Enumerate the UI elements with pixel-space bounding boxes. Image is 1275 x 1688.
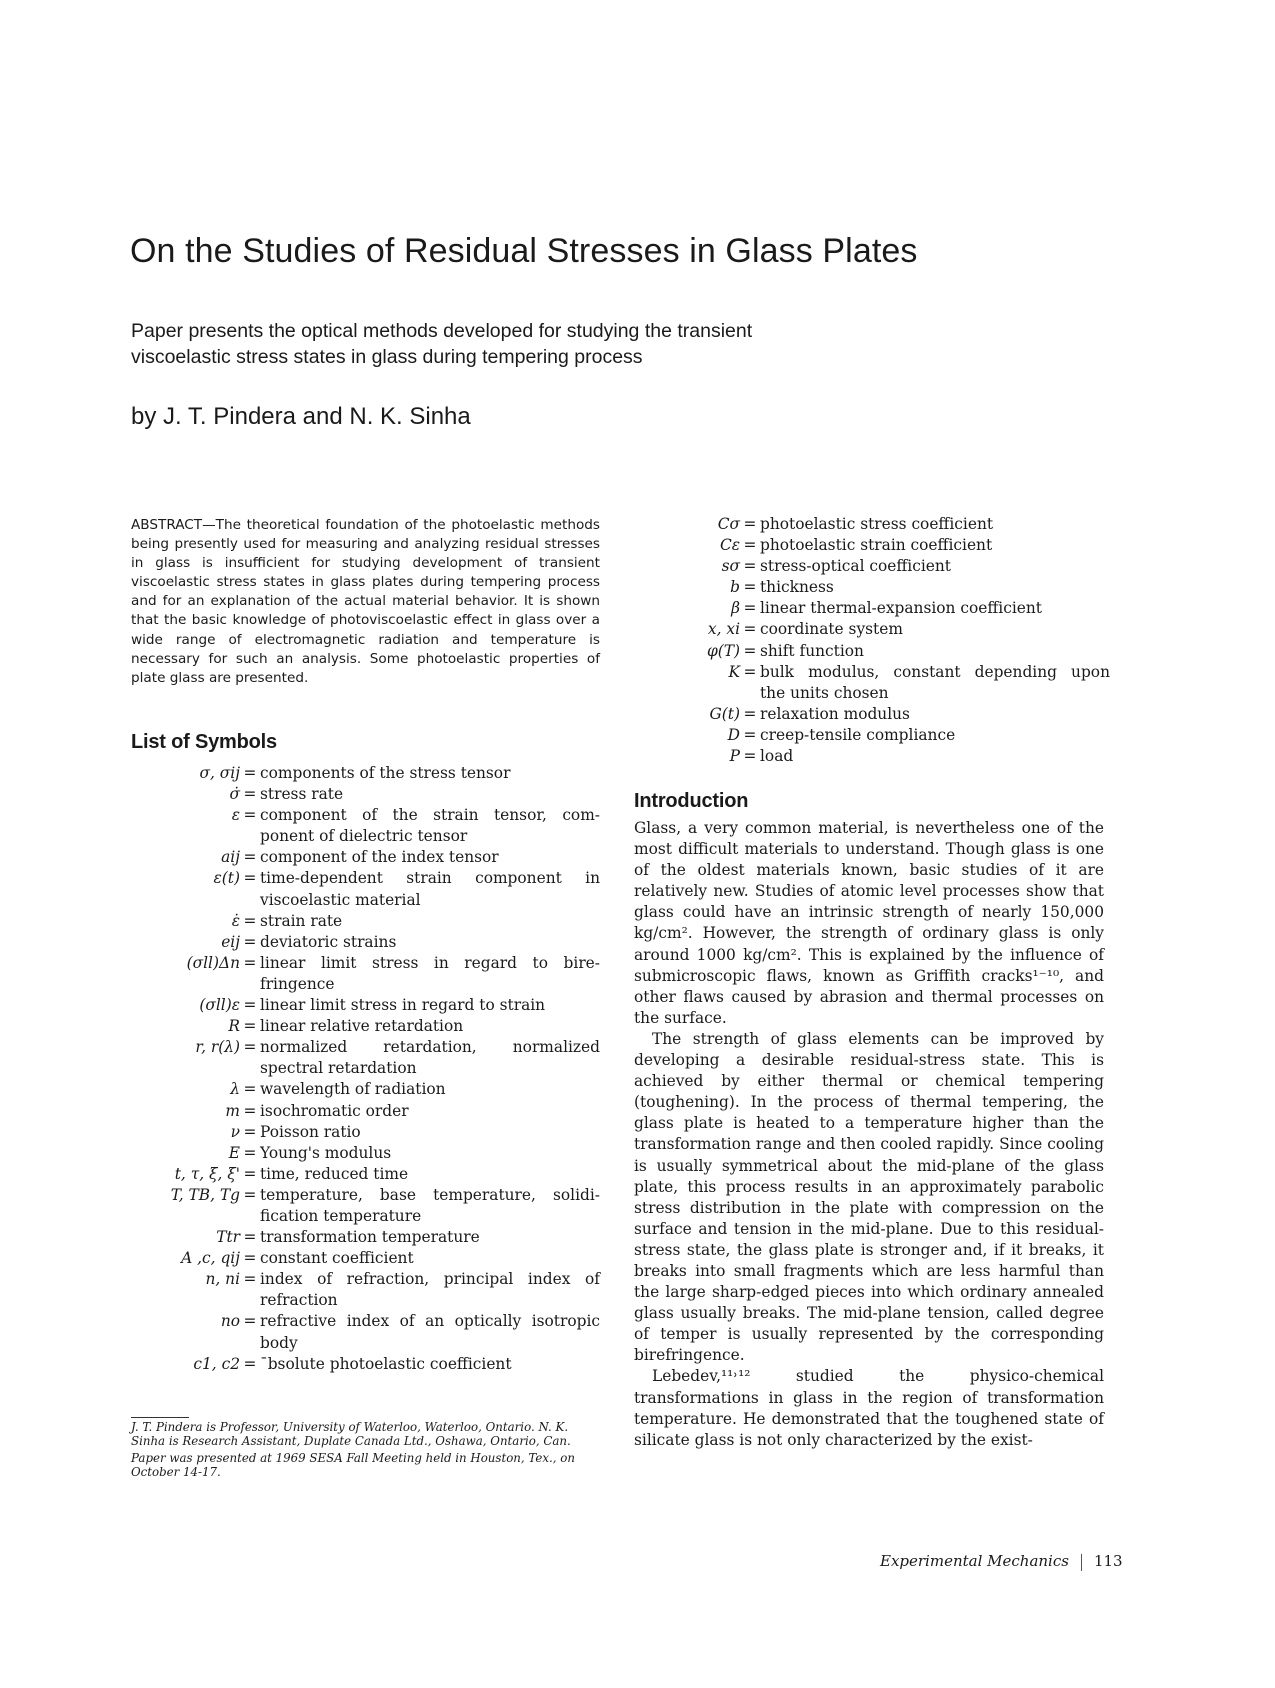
symbol-row [140,868,600,910]
symbol-row [140,1079,600,1100]
equals-sign: = [243,1101,257,1120]
definition-line: ponent of dielectric tensor [260,827,468,846]
symbol-definition [260,784,600,805]
symbol: G(t) [709,704,740,723]
equals-sign: = [243,1122,257,1141]
symbol-row [140,911,600,932]
symbol-definition [260,911,600,932]
equals-sign: = [243,1185,257,1204]
symbol-definition [260,1227,600,1248]
symbol-row [140,1269,600,1311]
symbol: (σll)Δn [186,953,240,972]
symbol-row [140,953,600,995]
symbol-row [140,1164,600,1185]
symbol-definition [260,805,600,847]
equals-sign: = [243,1038,257,1057]
symbol: c1, c2 [193,1354,240,1373]
symbol-definition [260,953,600,995]
symbol: σ, σij [199,764,240,782]
symbol-definition [760,514,1110,535]
symbol: A ,c, qij [181,1249,240,1268]
symbol-row [630,746,1110,767]
introduction-body [634,818,1104,1451]
symbol: φ(T) [706,641,740,660]
definition-line: component of the strain tensor, com- [260,806,600,825]
symbol-definition [760,746,1110,767]
symbol-definition [260,1079,600,1100]
definition-line: time, reduced time [260,1164,409,1183]
definition-line: coordinate system [760,620,903,639]
symbol-row [140,995,600,1016]
symbol: P [729,747,740,766]
symbol: aij [221,848,240,867]
intro-paragraph-2: The strength of glass elements can be improved by developing a desirable residual-stress state. This is achieved by either thermal or chemical tempering (toughening). In the process of thermal tempering, the glass plate is heated to a temperature higher than the transformation range and then cooled rapidly. Since cooling is usually symmetrical about the mid-plane of the glass plate, this process results in an approximately parabolic stress distribution in the plate with compression on the surface and tension in the mid-plane. Due to this residual-stress state, the glass plate is stronger and, if it breaks, it breaks into small fragments which are less harmful than the large sharp-edged pieces into which ordinary annealed glass usually breaks. The mid-plane tension, called degree of temper is usually represented by the corresponding birefringence. [634,1029,1104,1365]
equals-sign: = [243,764,257,782]
definition-line: linear thermal-expansion coefficient [760,599,1042,618]
equals-sign: = [743,599,757,618]
footnote-divider [131,1417,189,1418]
definition-line: linear relative retardation [260,1017,464,1036]
symbol: no [220,1312,240,1331]
definition-line: refraction [260,1291,338,1310]
abstract: ABSTRACT—The theoretical foundation of the photoelastic methods being presently used for measuring and analyzing residual stresses in glass is insufficient for studying development of transient viscoelastic stress states in glass plates during tempering process and for an explanation of the actual material behavior. It is shown that the basic knowledge of photoviscoelastic effect in glass over a wide range of electromagnetic radiation and temperature is necessary for such an analysis. Some photoelastic properties of plate glass are presented. [131,517,600,686]
symbol-row [140,1185,600,1227]
symbol-definition [260,1164,600,1185]
definition-line: load [760,747,794,766]
symbol-row [630,514,1110,535]
symbol-row [140,1122,600,1143]
symbol: D [727,725,740,744]
symbol: Cε [719,536,740,555]
equals-sign: = [243,911,257,930]
equals-sign: = [243,806,257,825]
symbol-row [140,1311,600,1353]
symbol-list-right [630,514,1110,767]
symbol-row [140,784,600,805]
equals-sign: = [243,1312,257,1331]
definition-line: constant coefficient [260,1249,414,1268]
symbol-row [140,1354,600,1375]
definition-line: component of the index tensor [260,848,499,867]
symbol-definition [260,1354,600,1375]
equals-sign: = [743,747,757,766]
symbol: Cσ [717,515,740,533]
equals-sign: = [243,1080,257,1099]
symbol: E [228,1143,240,1162]
symbol-definition [260,1037,600,1079]
symbol-definition [760,619,1110,640]
definition-line: the units chosen [760,683,889,702]
symbol-row [630,598,1110,619]
definition-line: linear limit stress in regard to bire- [260,953,600,972]
symbol-definition [760,641,1110,662]
definition-line: fringence [260,974,335,993]
symbol: m [225,1101,240,1120]
symbol: ε̇ [231,911,240,930]
equals-sign: = [243,1143,257,1162]
symbol-row [140,805,600,847]
symbol-definition [260,1143,600,1164]
definition-line: wavelength of radiation [260,1080,446,1099]
page-footer [880,1552,1123,1571]
equals-sign: = [243,1017,257,1036]
equals-sign: = [243,1228,257,1247]
symbol-row [140,1143,600,1164]
definition-line: deviatoric strains [260,932,397,951]
equals-sign: = [243,1354,257,1373]
symbol-definition [260,847,600,868]
symbol: b [730,578,740,597]
equals-sign: = [743,725,757,744]
page-number: 113 [1093,1552,1123,1570]
symbol-definition [760,662,1110,704]
equals-sign: = [243,953,257,972]
equals-sign: = [743,515,757,533]
symbol: ν [230,1122,240,1141]
equals-sign: = [243,932,257,951]
symbol-definition [260,1122,600,1143]
definition-line: index of refraction, principal index of [260,1270,600,1289]
symbol-row [630,641,1110,662]
definition-line: bulk modulus, constant depending upon [760,662,1110,681]
symbol-definition [260,1248,600,1269]
introduction-heading: Introduction [634,790,749,812]
definition-line: body [260,1333,298,1352]
symbol: t, τ, ξ, ξ' [174,1164,240,1183]
definition-line: stress-optical coefficient [760,557,951,576]
footer-separator [1081,1554,1082,1571]
paper-subtitle: Paper presents the optical methods developed for studying the transient viscoelastic stress states in glass during tempering process [131,320,753,368]
definition-line: components of the stress tensor [260,764,511,782]
symbol-definition [260,1185,600,1227]
symbol: eij [221,932,240,951]
equals-sign: = [743,536,757,555]
definition-line: Poisson ratio [260,1122,361,1141]
symbol-row [140,932,600,953]
symbol: (σll)ε [199,996,240,1015]
definition-line: temperature, base temperature, solidi- [260,1185,600,1204]
paper-authors: by J. T. Pindera and N. K. Sinha [131,403,471,430]
symbol-row [630,577,1110,598]
equals-sign: = [743,578,757,597]
symbol: n, ni [205,1270,240,1289]
equals-sign: = [243,1164,257,1183]
definition-line: photoelastic stress coefficient [760,515,994,533]
equals-sign: = [743,641,757,660]
symbol: σ̇ [229,785,240,804]
symbol-row [630,704,1110,725]
symbol-row [140,847,600,868]
equals-sign: = [743,662,757,681]
definition-line: refractive index of an optically isotropic [260,1312,600,1331]
symbol: K [728,662,740,681]
equals-sign: = [243,1249,257,1268]
symbol-row [630,662,1110,704]
definition-line: thickness [760,578,834,597]
symbol-definition [260,868,600,910]
definition-line: shift function [760,641,864,660]
definition-line: fication temperature [260,1206,422,1225]
symbol: T, TB, Tg [170,1185,240,1204]
symbol-row [630,556,1110,577]
equals-sign: = [243,785,257,804]
symbol-row [630,725,1110,746]
definition-line: photoelastic strain coefficient [760,536,993,555]
definition-line: strain rate [260,911,343,930]
symbol-definition [260,1016,600,1037]
symbol-row [140,1227,600,1248]
symbol-definition [260,1269,600,1311]
symbol: R [228,1017,240,1036]
symbol: sσ [721,557,740,576]
symbol-definition [260,932,600,953]
symbol: ε [231,806,240,825]
symbol-definition [260,1101,600,1122]
symbol-definition [760,556,1110,577]
symbol-definition [760,704,1110,725]
symbol-definition [760,577,1110,598]
symbol-definition [760,598,1110,619]
definition-line: time-dependent strain component in [260,869,600,888]
definition-line: linear limit stress in regard to strain [260,996,546,1015]
symbol-row [140,1037,600,1079]
paper-title: On the Studies of Residual Stresses in Glass Plates [130,232,918,270]
definition-line: spectral retardation [260,1059,417,1078]
symbol-row [630,619,1110,640]
symbol: r, r(λ) [195,1038,240,1057]
symbols-heading: List of Symbols [131,731,277,753]
definition-line: relaxation modulus [760,704,910,723]
equals-sign: = [743,704,757,723]
symbol: x, xi [707,620,740,639]
symbol-row [140,1016,600,1037]
symbol-row [140,763,600,784]
equals-sign: = [243,996,257,1015]
footnote-presentation: Paper was presented at 1969 SESA Fall Meeting held in Houston, Tex., on October 14-17. [131,1451,575,1479]
definition-line: Young's modulus [260,1143,392,1162]
definition-line: ˉbsolute photoelastic coefficient [260,1354,512,1373]
symbol-definition [260,763,600,784]
definition-line: viscoelastic material [260,890,421,909]
intro-paragraph-3: Lebedev,¹¹˒¹² studied the physico-chemical transformations in glass in the region of transformation temperature. He demonstrated that the toughened state of silicate glass is not only characterized by the exist- [634,1367,1104,1449]
definition-line: stress rate [260,785,344,804]
footnote-author-affiliation: J. T. Pindera is Professor, University of Waterloo, Waterloo, Ontario. N. K. Sinha is Research Assistant, Duplate Canada Ltd., Oshawa, Ontario, Can. [131,1420,571,1448]
symbol-row [140,1248,600,1269]
symbol: ε(t) [213,869,240,888]
equals-sign: = [743,620,757,639]
definition-line: isochromatic order [260,1101,409,1120]
definition-line: transformation temperature [260,1228,480,1247]
intro-paragraph-1: Glass, a very common material, is nevertheless one of the most difficult materials to understand. Though glass is one of the oldest materials known, basic studies of it are relatively new. Studies of atomic level processes show that glass could have an intrinsic strength of nearly 150,000 kg/cm². However, the strength of ordinary glass is only around 1000 kg/cm². This is explained by the influence of submicroscopic flaws, known as Griffith cracks¹⁻¹⁰, and other flaws caused by abrasion and thermal processes on the surface. [634,819,1104,1027]
definition-line: normalized retardation, normalized [260,1038,600,1057]
journal-name: Experimental Mechanics [880,1552,1069,1570]
symbol-definition [760,535,1110,556]
symbol: λ [230,1080,240,1099]
symbol-row [140,1101,600,1122]
footnotes [131,1420,601,1482]
equals-sign: = [243,869,257,888]
equals-sign: = [243,848,257,867]
symbol-definition [760,725,1110,746]
symbol: Ttr [216,1228,240,1247]
symbol-definition [260,995,600,1016]
symbol: β [731,599,740,618]
definition-line: creep-tensile compliance [760,725,956,744]
symbol-definition [260,1311,600,1353]
symbol-row [630,535,1110,556]
equals-sign: = [743,557,757,576]
equals-sign: = [243,1270,257,1289]
symbol-list-left [140,763,600,1375]
